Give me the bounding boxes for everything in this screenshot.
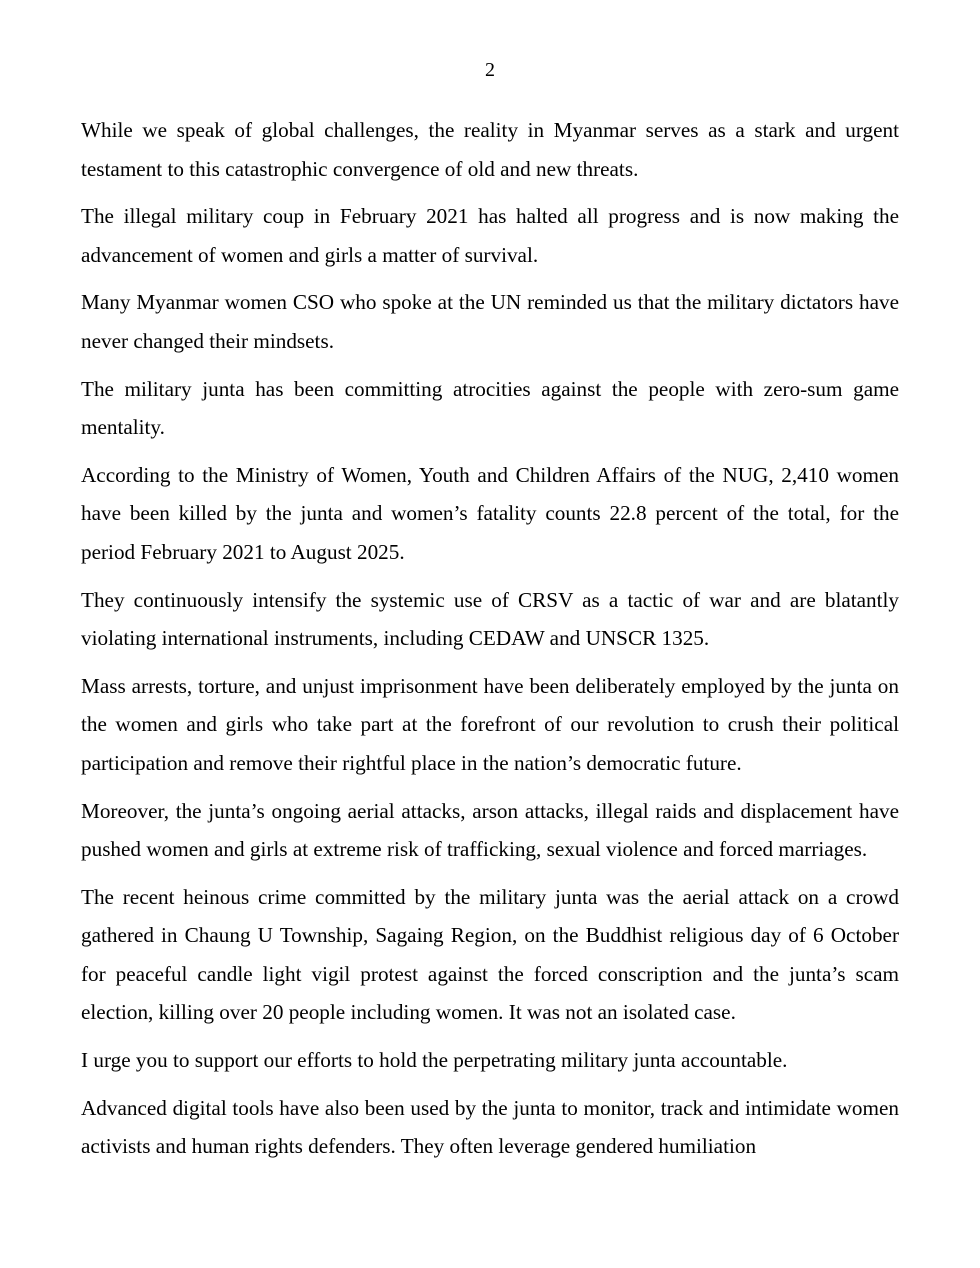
body-text: [81, 111, 899, 1175]
paragraph-digital-tools: Advanced digital tools have also been used by the junta to monitor, track and intimidate women activists and human rights defenders. They often leverage gendered humiliation: [81, 1095, 899, 1159]
paragraph-junta-atrocities: The military junta has been committing atrocities against the people with zero-sum game mentality.: [81, 376, 899, 440]
paragraph-accountability-appeal: I urge you to support our efforts to hold the perpetrating military junta accountable.: [81, 1048, 788, 1073]
paragraph-mass-arrests: Mass arrests, torture, and unjust imprisonment have been deliberately employed by the junta on the women and girls who take part at the forefront of our revolution to crush their political participation and remove their rightful place in the nation’s democratic future.: [81, 673, 899, 775]
paragraph-military-coup: The illegal military coup in February 2021 has halted all progress and is now making the advancement of women and girls a matter of survival.: [81, 204, 899, 267]
paragraph-aerial-attacks: Moreover, the junta’s ongoing aerial attacks, arson attacks, illegal raids and displacement have pushed women and girls at extreme risk of trafficking, sexual violence and forced marriages.: [81, 798, 899, 862]
paragraph-women-cso: Many Myanmar women CSO who spoke at the UN reminded us that the military dictators have never changed their mindsets.: [81, 290, 899, 353]
paragraph-chaung-u-attack: The recent heinous crime committed by the military junta was the aerial attack on a crowd gathered in Chaung U Township, Sagaing Region, on the Buddhist religious day of 6 October for peaceful candle light vigil protest against the forced conscription and the junta’s scam election, killing over 20 people including women. It was not an isolated case.: [81, 884, 899, 1025]
paragraph-fatality-statistics: According to the Ministry of Women, Youth and Children Affairs of the NUG, 2,410 women have been killed by the junta and women’s fatality counts 22.8 percent of the total, for the period February 2021 to August 2025.: [81, 462, 899, 564]
page-number: 2: [485, 59, 495, 81]
paragraph-crsv: They continuously intensify the systemic use of CRSV as a tactic of war and are blatantly violating international instruments, including CEDAW and UNSCR 1325.: [81, 587, 899, 651]
paragraph-global-challenges: While we speak of global challenges, the reality in Myanmar serves as a stark and urgent testament to this catastrophic convergence of old and new threats.: [81, 118, 899, 181]
